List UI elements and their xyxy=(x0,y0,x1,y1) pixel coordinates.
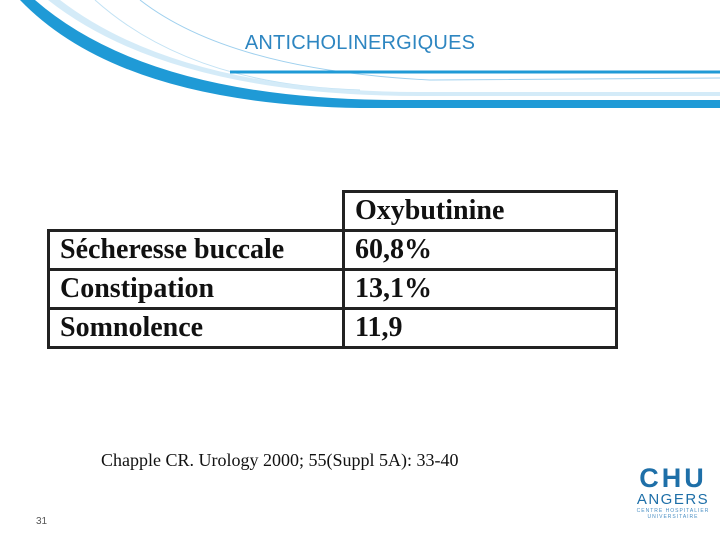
table-corner-cell xyxy=(49,192,344,231)
header-swoosh-decoration xyxy=(0,0,720,120)
logo-subtitle-2: UNIVERSITAIRE xyxy=(647,514,699,520)
logo-chu-text: CHU xyxy=(639,463,707,493)
row-label: Somnolence xyxy=(49,309,344,348)
side-effects-table xyxy=(47,190,618,349)
table-row xyxy=(49,231,617,270)
table-header-cell: Oxybutinine xyxy=(344,192,617,231)
row-label: Sécheresse buccale xyxy=(49,231,344,270)
row-value: 13,1% xyxy=(344,270,617,309)
row-value: 11,9 xyxy=(344,309,617,348)
logo-angers-text: ANGERS xyxy=(636,491,710,508)
table-row xyxy=(49,309,617,348)
row-value: 60,8% xyxy=(344,231,617,270)
page-number: 31 xyxy=(36,516,48,527)
logo-subtitle-1: CENTRE HOSPITALIER xyxy=(636,508,710,514)
row-label: Constipation xyxy=(49,270,344,309)
table-row xyxy=(49,270,617,309)
citation-text: Chapple CR. Urology 2000; 55(Suppl 5A): 33-40 xyxy=(101,450,459,470)
chu-angers-logo xyxy=(636,464,710,528)
table-header-row xyxy=(49,192,617,231)
slide-title: ANTICHOLINERGIQUES xyxy=(244,32,476,54)
